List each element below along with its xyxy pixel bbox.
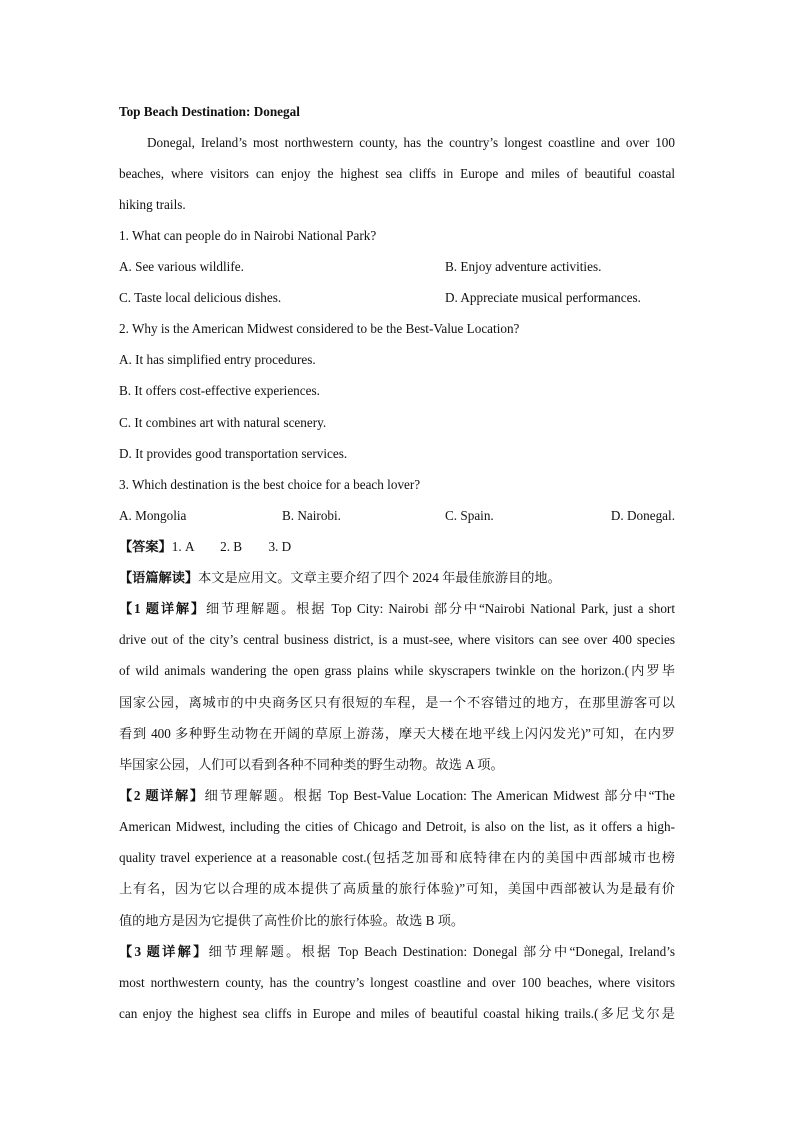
question-option: D. It provides good transportation services. bbox=[119, 446, 348, 461]
detail1-line bbox=[119, 600, 675, 618]
summary-line bbox=[119, 569, 675, 587]
detail3-line bbox=[119, 943, 675, 961]
detail2-line bbox=[119, 787, 675, 805]
detail3-text: 细节理解题。根据 Top Beach Destination: Donegal 部分中“Donegal, Ireland’s bbox=[208, 944, 676, 959]
detail1-line: drive out of the city’s central business district, is a must-see, where visitors can see over 400 species bbox=[119, 632, 675, 647]
detail1-label: 【1 题详解】 bbox=[119, 601, 206, 616]
question-stem: 1. What can people do in Nairobi National Park? bbox=[119, 228, 377, 243]
detail3-line: most northwestern county, has the country’s longest coastline and over 100 beaches, where visitors bbox=[119, 975, 675, 990]
summary-label: 【语篇解读】 bbox=[119, 570, 199, 585]
passage-line: hiking trails. bbox=[119, 197, 186, 212]
detail2-line: American Midwest, including the cities of Chicago and Detroit, is also on the list, as it offers a high- bbox=[119, 819, 675, 834]
detail3-line: can enjoy the highest sea cliffs in Europe and miles of beautiful coastal hiking trails.(多尼戈尔是 bbox=[119, 1006, 675, 1021]
passage-line: Donegal, Ireland’s most northwestern county, has the country’s longest coastline and over 100 bbox=[147, 135, 675, 150]
detail3-label: 【3 题详解】 bbox=[119, 944, 209, 959]
question-option: B. Nairobi. bbox=[282, 508, 341, 523]
detail1-line: of wild animals wandering the open grass plains while skyscrapers twinkle on the horizon.(内罗毕 bbox=[119, 663, 675, 678]
question-option: C. It combines art with natural scenery. bbox=[119, 415, 327, 430]
detail2-line: 值的地方是因为它提供了高性价比的旅行体验。故选 B 项。 bbox=[119, 913, 465, 928]
question-option: D. Donegal. bbox=[610, 508, 675, 523]
question-option: B. It offers cost-effective experiences. bbox=[119, 383, 320, 398]
question-option: C. Taste local delicious dishes. bbox=[119, 290, 282, 305]
answer-line bbox=[119, 538, 675, 556]
detail2-line: quality travel experience at a reasonable cost.(包括芝加哥和底特律在内的美国中西部城市也榜 bbox=[119, 850, 675, 865]
detail2-label: 【2 题详解】 bbox=[119, 788, 205, 803]
question-option: B. Enjoy adventure activities. bbox=[445, 259, 602, 274]
detail1-line: 毕国家公园，人们可以看到各种不同种类的野生动物。故选 A 项。 bbox=[119, 757, 504, 772]
answer-label: 【答案】 bbox=[119, 539, 172, 554]
question-option: A. See various wildlife. bbox=[119, 259, 244, 274]
detail1-line: 看到 400 多种野生动物在开阔的草原上游荡，摩天大楼在地平线上闪闪发光)”可知，在内罗 bbox=[119, 726, 675, 741]
question-option: D. Appreciate musical performances. bbox=[445, 290, 641, 305]
passage-line: beaches, where visitors can enjoy the highest sea cliffs in Europe and miles of beautiful coastal bbox=[119, 166, 675, 181]
detail2-text: 细节理解题。根据 Top Best-Value Location: The American Midwest 部分中“The bbox=[204, 788, 676, 803]
answer-text: 1. A 2. B 3. D bbox=[171, 539, 292, 554]
question-option: A. It has simplified entry procedures. bbox=[119, 352, 316, 367]
detail1-line: 国家公园，离城市的中央商务区只有很短的车程，是一个不容错过的地方，在那里游客可以 bbox=[119, 695, 675, 710]
section-title: Top Beach Destination: Donegal bbox=[119, 104, 300, 119]
question-option: C. Spain. bbox=[445, 508, 494, 523]
summary-text: 本文是应用文。文章主要介绍了四个 2024 年最佳旅游目的地。 bbox=[198, 570, 561, 585]
question-option: A. Mongolia bbox=[119, 508, 187, 523]
detail2-line: 上有名，因为它以合理的成本提供了高质量的旅行体验)”可知，美国中西部被认为是最有价 bbox=[119, 881, 675, 896]
question-stem: 3. Which destination is the best choice for a beach lover? bbox=[119, 477, 421, 492]
detail1-text: 细节理解题。根据 Top City: Nairobi 部分中“Nairobi National Park, just a short bbox=[205, 601, 675, 616]
question-stem: 2. Why is the American Midwest considered to be the Best-Value Location? bbox=[119, 321, 520, 336]
